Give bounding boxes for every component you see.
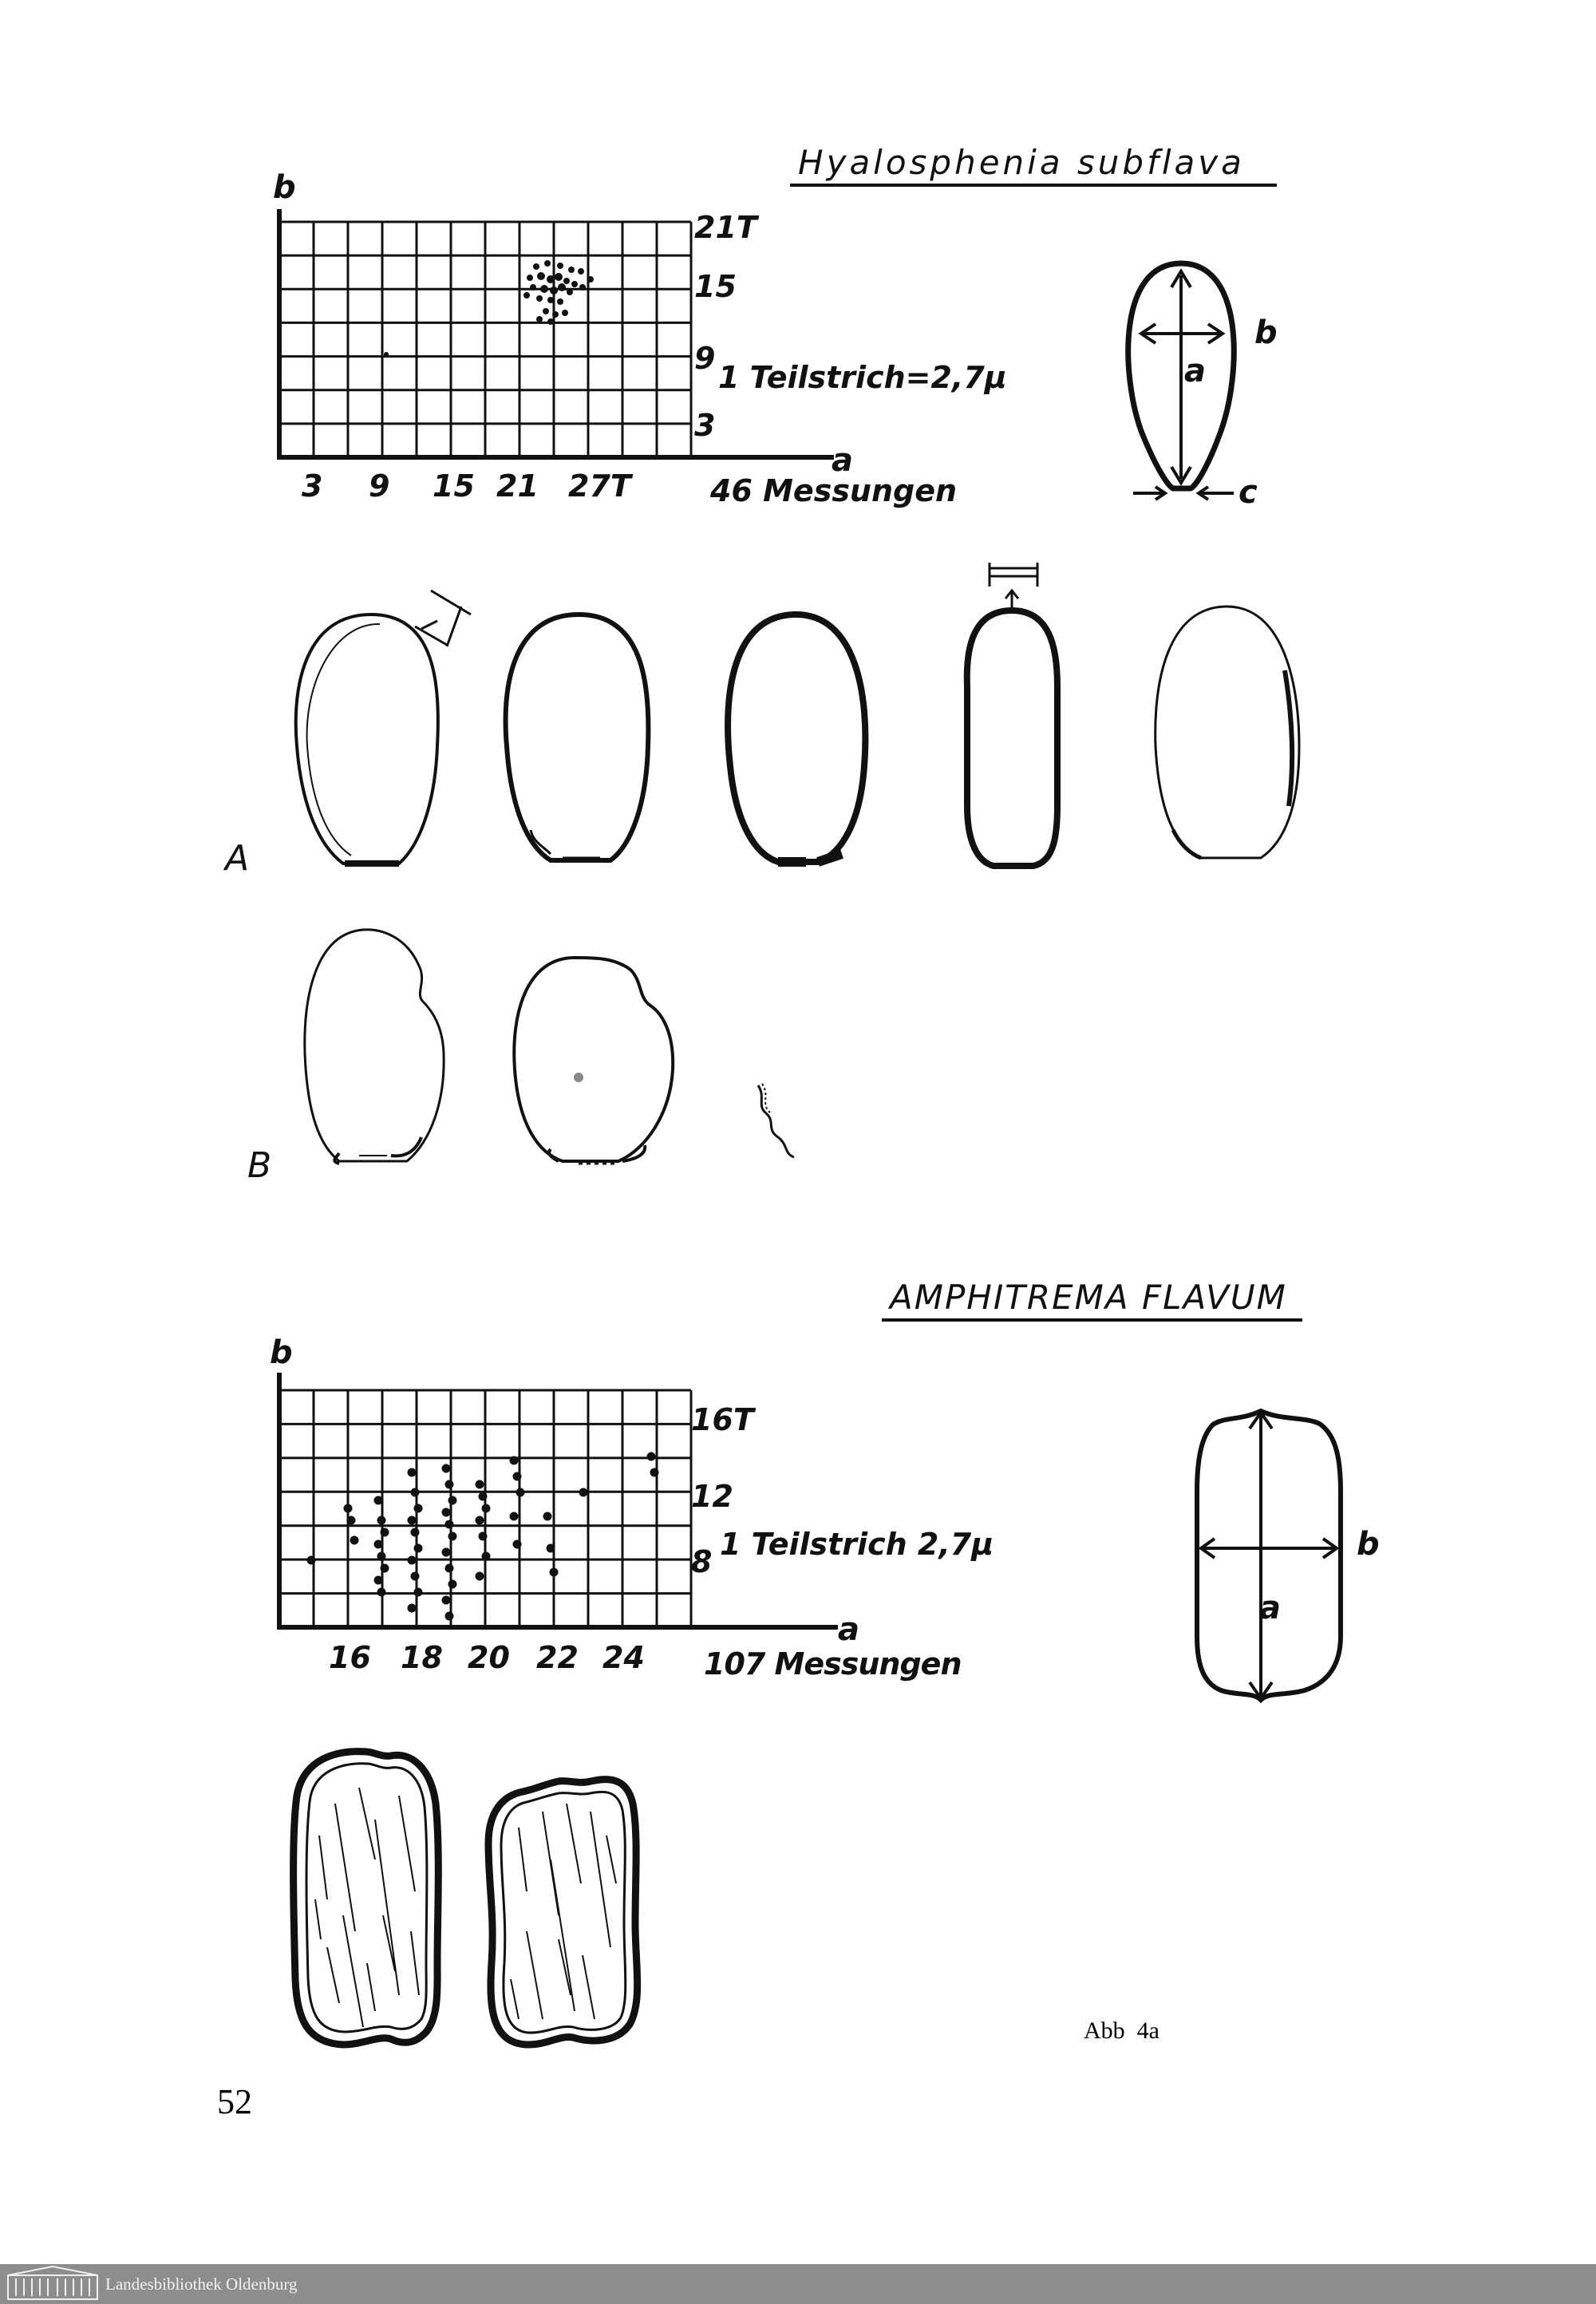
measurement-point: [411, 1488, 419, 1496]
shell-drawing: [506, 615, 649, 860]
measurement-point: [547, 1544, 555, 1552]
measurement-point: [647, 1452, 655, 1460]
amphitrema-section: [270, 1278, 1380, 2045]
page-number: 52: [217, 2082, 252, 2121]
measurement-point: [408, 1556, 416, 1564]
measurement-point: [344, 1504, 352, 1512]
b-tick-label: 3: [694, 408, 716, 443]
measurement-point: [445, 1564, 453, 1572]
measurement-points: [384, 260, 594, 357]
graph-b-axis-label: b: [273, 169, 296, 206]
hyalosphenia-section: [223, 143, 1299, 1186]
measurement-point: [579, 1488, 587, 1496]
graph-b-axis-label: b: [270, 1334, 293, 1371]
figure-caption: Abb 4a: [1084, 2017, 1159, 2044]
measurement-point: [381, 1564, 389, 1572]
measurement-point: [414, 1504, 422, 1512]
measurement-point: [479, 1492, 487, 1500]
measurement-point: [543, 1512, 551, 1520]
shell-drawing: [967, 563, 1057, 867]
b-tick-label: 21T: [694, 210, 757, 245]
measurement-point: [476, 1516, 484, 1524]
amphitrema-shell-drawings: [294, 1752, 638, 2045]
b-tick-label: 12: [691, 1479, 733, 1514]
measurement-point: [513, 1472, 521, 1480]
measurement-point: [448, 1496, 456, 1504]
scale-note: 1 Teilstrich 2,7µ: [720, 1527, 994, 1562]
measurement-point: [445, 1612, 453, 1620]
shell-drawing: [296, 591, 471, 864]
measurement-point: [414, 1544, 422, 1552]
measurement-point: [381, 1528, 389, 1536]
a-tick-label: 18: [401, 1640, 443, 1675]
shell-drawing: [758, 1085, 794, 1157]
b-tick-label: 15: [694, 269, 737, 304]
measurement-point: [448, 1532, 456, 1540]
a-tick-label: 9: [369, 468, 390, 504]
a-tick-label: 20: [468, 1640, 510, 1675]
measurement-point: [650, 1468, 658, 1476]
b-tick-label: 16T: [691, 1402, 754, 1437]
diagram-label-a: a: [1184, 353, 1206, 389]
measurement-point: [442, 1464, 450, 1472]
measurement-point: [442, 1596, 450, 1604]
shell-outlines-row-b: [305, 930, 794, 1164]
count-note: 46 Messungen: [710, 473, 958, 508]
measurement-point: [445, 1480, 453, 1488]
diagram-label-c: c: [1238, 474, 1258, 511]
measurement-point: [377, 1588, 385, 1596]
a-tick-label: 27T: [568, 468, 631, 504]
measurement-point: [482, 1504, 490, 1512]
graph-a-axis-label: a: [838, 1611, 859, 1648]
measurement-point: [377, 1516, 385, 1524]
diagram-label-b: b: [1254, 314, 1278, 351]
measurement-point: [411, 1572, 419, 1580]
diagram-label-a: a: [1259, 1590, 1281, 1626]
measurement-point: [411, 1528, 419, 1536]
count-note: 107 Messungen: [704, 1646, 962, 1682]
hyalosphenia-title: Hyalosphenia subflava: [798, 143, 1245, 182]
measurement-point: [442, 1548, 450, 1556]
measurement-point: [476, 1572, 484, 1580]
measurement-point: [374, 1576, 382, 1584]
shell-drawing: [488, 1780, 638, 2045]
hyalosphenia-measurement-graph: [273, 169, 1007, 508]
shell-drawing: [728, 615, 865, 862]
measurement-point: [510, 1456, 518, 1464]
b-tick-label: 8: [691, 1544, 713, 1579]
measurement-point: [408, 1516, 416, 1524]
library-building-logo: [5, 2264, 101, 2304]
scale-note: 1 Teilstrich=2,7µ: [718, 360, 1007, 395]
measurement-point: [408, 1604, 416, 1612]
amphitrema-title: AMPHITREMA FLAVUM: [890, 1278, 1287, 1317]
measurement-point: [374, 1540, 382, 1548]
measurement-point: [408, 1468, 416, 1476]
shell-drawing: [514, 958, 673, 1164]
b-tick-label: 9: [694, 341, 716, 376]
measurement-point: [350, 1536, 358, 1544]
amphitrema-shell-diagram: [1197, 1411, 1341, 1700]
measurement-point: [442, 1508, 450, 1516]
hyalosphenia-shell-diagram: [1128, 263, 1235, 500]
a-tick-label: 22: [536, 1640, 579, 1675]
library-footer-bar: [0, 2264, 1596, 2304]
measurement-point: [414, 1588, 422, 1596]
measurement-point: [510, 1512, 518, 1520]
measurement-points: [307, 1452, 658, 1620]
amphitrema-measurement-graph: [270, 1334, 994, 1682]
measurement-point: [448, 1580, 456, 1588]
measurement-point: [482, 1552, 490, 1560]
measurement-point: [377, 1552, 385, 1560]
measurement-point: [550, 1568, 558, 1576]
shell-drawing: [574, 1073, 583, 1082]
graph-a-axis-label: a: [832, 442, 853, 479]
measurement-point: [513, 1540, 521, 1548]
measurement-point: [445, 1520, 453, 1528]
a-tick-label: 16: [329, 1640, 371, 1675]
shell-outlines-row-a: [296, 563, 1299, 867]
shell-drawing: [1156, 607, 1299, 858]
measurement-point: [374, 1496, 382, 1504]
diagram-label-b: b: [1357, 1526, 1380, 1563]
a-tick-label: 3: [302, 468, 323, 504]
graph-grid: [279, 222, 691, 457]
measurement-point: [307, 1556, 315, 1564]
row-label-a: A: [225, 838, 250, 879]
shell-drawing: [305, 930, 444, 1164]
measurement-point: [479, 1532, 487, 1540]
measurement-point: [347, 1516, 355, 1524]
row-label-b: B: [247, 1145, 272, 1186]
measurement-point: [516, 1488, 524, 1496]
a-tick-label: 21: [496, 468, 539, 504]
a-tick-label: 24: [602, 1640, 645, 1675]
measurement-point: [476, 1480, 484, 1488]
a-tick-label: 15: [433, 468, 475, 504]
shell-drawing: [294, 1752, 439, 2045]
library-name: Landesbibliothek Oldenburg: [105, 2274, 298, 2294]
